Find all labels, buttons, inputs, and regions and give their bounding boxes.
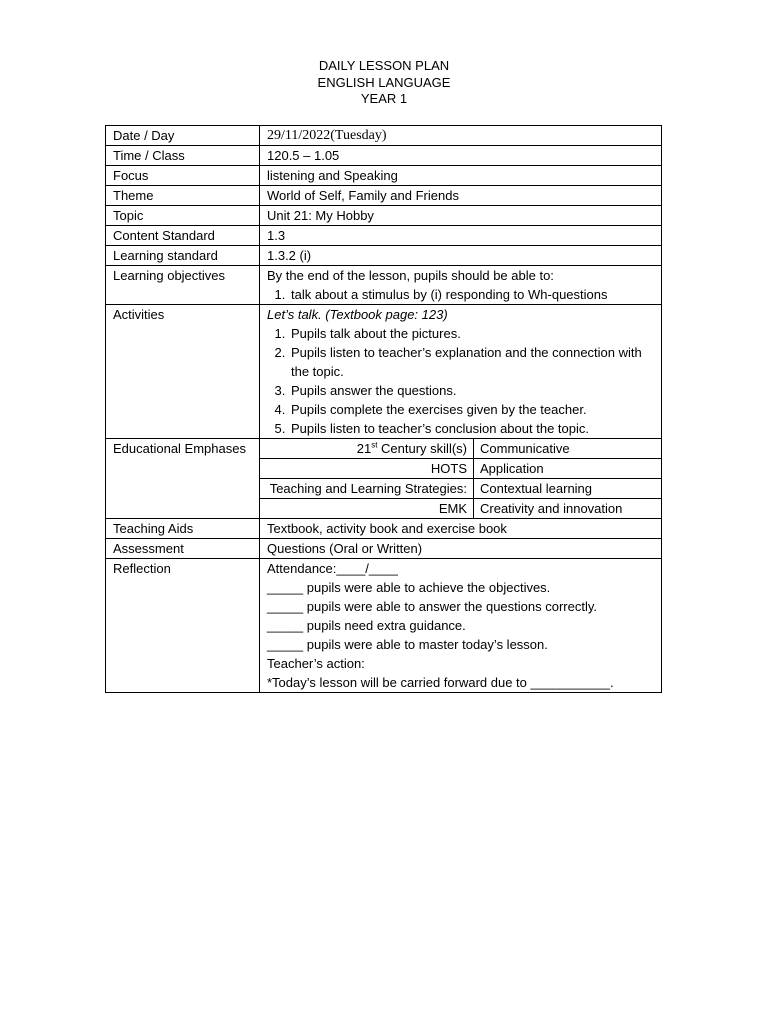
reflection-line: _____ pupils need extra guidance. <box>267 618 466 633</box>
row-learning-standard <box>106 246 662 266</box>
reflection-label: Reflection <box>106 559 260 693</box>
emphases-row <box>260 459 661 479</box>
activity-item: 2. Pupils listen to teacher’s explanation and the connection with the topic. <box>289 343 655 381</box>
emk-label: EMK <box>260 499 474 519</box>
header-subject: ENGLISH LANGUAGE <box>317 74 451 90</box>
theme-label: Theme <box>106 186 260 206</box>
reflection-teacher-action: Teacher’s action: <box>267 656 365 671</box>
focus-label: Focus <box>106 166 260 186</box>
activity-item: 3. Pupils answer the questions. <box>289 381 655 400</box>
content-standard-label: Content Standard <box>106 226 260 246</box>
emk-value: Creativity and innovation <box>474 499 662 519</box>
row-content-standard <box>106 226 662 246</box>
row-activities <box>106 305 662 439</box>
header-year: YEAR 1 <box>360 91 408 106</box>
emphases-label: Educational Emphases <box>106 439 260 519</box>
activities-label: Activities <box>106 305 260 439</box>
aids-label: Teaching Aids <box>106 519 260 539</box>
lesson-plan-table <box>105 125 662 693</box>
row-emphases <box>106 439 662 519</box>
row-theme <box>106 186 662 206</box>
topic-value: Unit 21: My Hobby <box>260 206 662 226</box>
emphases-row <box>260 479 661 499</box>
activity-item: 5. Pupils listen to teacher’s conclusion about the topic. <box>289 419 655 438</box>
century-prefix: 21 <box>356 441 372 456</box>
content-standard-value: 1.3 <box>260 226 662 246</box>
assessment-label: Assessment <box>106 539 260 559</box>
activities-list <box>267 324 655 438</box>
assessment-value: Questions (Oral or Written) <box>260 539 662 559</box>
time-value: 120.5 – 1.05 <box>260 146 662 166</box>
strategies-label: Teaching and Learning Strategies: <box>260 479 474 499</box>
emphases-table <box>260 439 661 518</box>
date-label: Date / Day <box>106 126 260 146</box>
learning-standard-label: Learning standard <box>106 246 260 266</box>
reflection-attendance: Attendance:____/____ <box>267 561 398 576</box>
century-sup: st <box>371 440 378 450</box>
emphases-value <box>260 439 662 519</box>
emphases-row <box>260 439 661 459</box>
header-title: DAILY LESSON PLAN <box>318 58 450 73</box>
time-label: Time / Class <box>106 146 260 166</box>
century-skill-label <box>260 439 474 459</box>
hots-label: HOTS <box>260 459 474 479</box>
focus-value: listening and Speaking <box>260 166 662 186</box>
aids-value: Textbook, activity book and exercise book <box>260 519 662 539</box>
date-value: 29/11/2022(Tuesday) <box>260 126 662 146</box>
objectives-value <box>260 266 662 305</box>
objectives-list <box>267 285 655 304</box>
row-objectives <box>106 266 662 305</box>
row-date <box>106 126 662 146</box>
reflection-line: _____ pupils were able to master today’s lesson. <box>267 637 548 652</box>
topic-label: Topic <box>106 206 260 226</box>
reflection-line: _____ pupils were able to answer the questions correctly. <box>267 599 598 614</box>
objectives-label: Learning objectives <box>106 266 260 305</box>
activity-item: 4. Pupils complete the exercises given by the teacher. <box>289 400 655 419</box>
hots-value: Application <box>474 459 662 479</box>
activities-value <box>260 305 662 439</box>
document-header <box>0 58 768 108</box>
row-teaching-aids <box>106 519 662 539</box>
reflection-carried-forward: *Today’s lesson will be carried forward due to ___________. <box>267 675 614 690</box>
row-topic <box>106 206 662 226</box>
row-reflection <box>106 559 662 693</box>
learning-standard-value: 1.3.2 (i) <box>260 246 662 266</box>
row-assessment <box>106 539 662 559</box>
theme-value: World of Self, Family and Friends <box>260 186 662 206</box>
objective-item: 1. talk about a stimulus by (i) responding to Wh-questions <box>289 285 655 304</box>
activities-heading: Let’s talk. (Textbook page: 123) <box>267 307 448 322</box>
reflection-line: _____ pupils were able to achieve the objectives. <box>267 580 551 595</box>
century-skill-value: Communicative <box>474 439 662 459</box>
century-suffix: Century skill(s) <box>377 441 467 456</box>
row-focus <box>106 166 662 186</box>
activity-item: 1. Pupils talk about the pictures. <box>289 324 655 343</box>
strategies-value: Contextual learning <box>474 479 662 499</box>
objectives-intro: By the end of the lesson, pupils should be able to: <box>267 268 554 283</box>
row-time <box>106 146 662 166</box>
emphases-row <box>260 499 661 519</box>
reflection-value <box>260 559 662 693</box>
